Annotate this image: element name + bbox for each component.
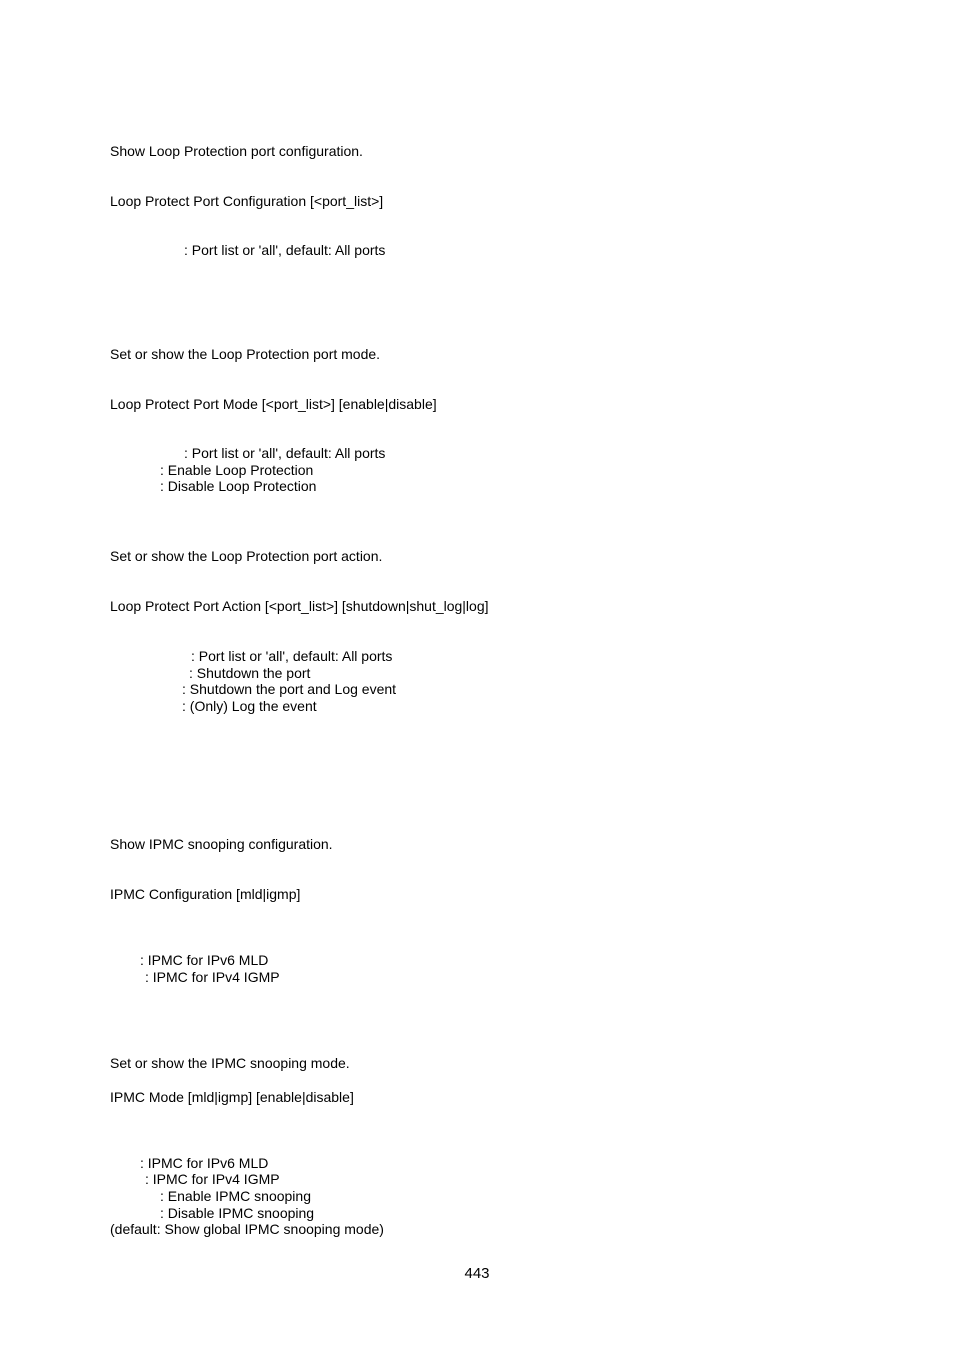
section-5-param-enable: : Enable IPMC snooping	[160, 1188, 311, 1204]
section-3-param-port-list: : Port list or 'all', default: All ports	[191, 648, 393, 664]
section-1-param-port-list: : Port list or 'all', default: All ports	[184, 242, 386, 258]
section-5-param-disable: : Disable IPMC snooping	[160, 1205, 315, 1221]
section-2-param-enable: : Enable Loop Protection	[160, 462, 314, 478]
section-5-param-mld: : IPMC for IPv6 MLD	[140, 1155, 269, 1171]
section-4-syntax: IPMC Configuration [mld|igmp]	[110, 886, 301, 902]
section-5-description: Set or show the IPMC snooping mode.	[110, 1055, 350, 1071]
section-3-description: Set or show the Loop Protection port action.	[110, 548, 383, 564]
section-1-syntax: Loop Protect Port Configuration [<port_list>]	[110, 193, 384, 209]
section-2-param-disable: : Disable Loop Protection	[160, 478, 317, 494]
section-2-param-port-list: : Port list or 'all', default: All ports	[184, 445, 386, 461]
section-4-param-igmp: : IPMC for IPv4 IGMP	[145, 969, 280, 985]
section-5-param-igmp: : IPMC for IPv4 IGMP	[145, 1171, 280, 1187]
section-4-param-mld: : IPMC for IPv6 MLD	[140, 952, 269, 968]
section-5-param-default-note: (default: Show global IPMC snooping mode)	[110, 1221, 384, 1237]
section-3-syntax: Loop Protect Port Action [<port_list>] [shutdown|shut_log|log]	[110, 598, 489, 614]
section-3-param-shut-log: : Shutdown the port and Log event	[182, 681, 397, 697]
section-5-syntax: IPMC Mode [mld|igmp] [enable|disable]	[110, 1089, 354, 1105]
section-3-param-shutdown: : Shutdown the port	[189, 665, 311, 681]
section-1-description: Show Loop Protection port configuration.	[110, 143, 363, 159]
section-3-param-log: : (Only) Log the event	[182, 698, 317, 714]
page-number: 443	[464, 1265, 490, 1282]
section-4-description: Show IPMC snooping configuration.	[110, 836, 333, 852]
section-2-description: Set or show the Loop Protection port mode.	[110, 346, 381, 362]
section-2-syntax: Loop Protect Port Mode [<port_list>] [enable|disable]	[110, 396, 437, 412]
